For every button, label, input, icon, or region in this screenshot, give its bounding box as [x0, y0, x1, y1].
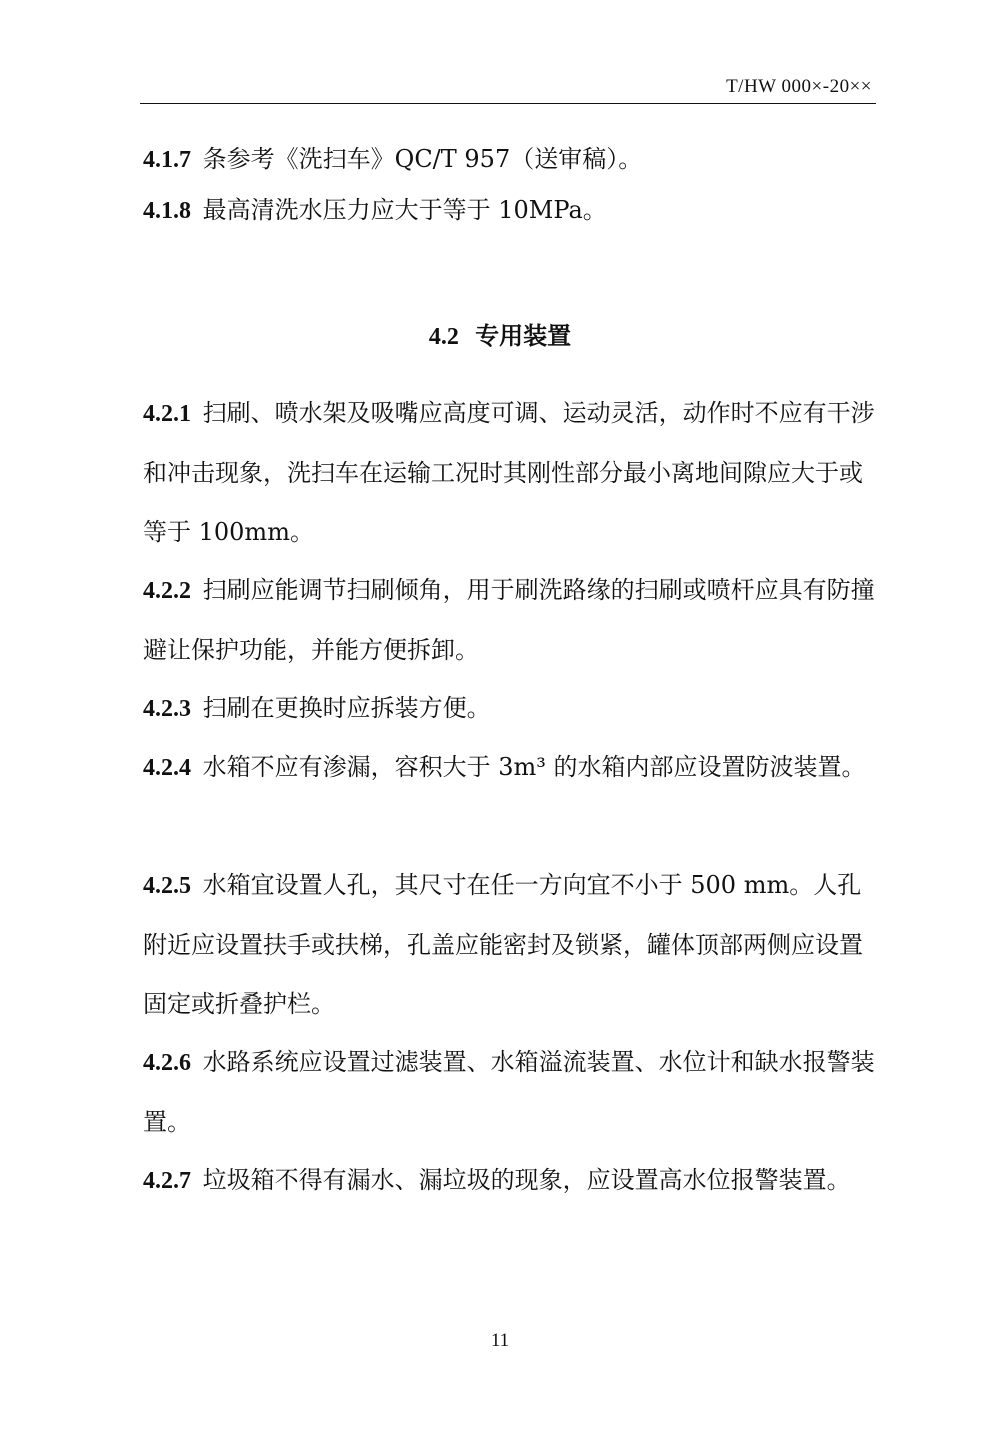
clause-text: 水箱不应有渗漏，容积大于 3m³ 的水箱内部应设置防波装置。 — [202, 753, 866, 781]
page-number: 11 — [490, 1330, 510, 1351]
clause-number: 4.2.3 — [143, 696, 191, 722]
clause-text: 扫刷应能调节扫刷倾角，用于刷洗路缘的扫刷或喷杆应具有防撞避让保护功能，并能方便拆卸。 — [143, 576, 875, 664]
clause-number: 4.2.6 — [143, 1050, 191, 1076]
clause-text: 水路系统应设置过滤装置、水箱溢流装置、水位计和缺水报警装置。 — [143, 1048, 875, 1136]
clause-4-2-5 — [143, 856, 878, 1034]
clause-number: 4.2.7 — [143, 1168, 191, 1194]
header-doc-code: T/HW 000×-20×× — [726, 76, 872, 97]
clause-text: 扫刷在更换时应拆装方便。 — [202, 694, 491, 722]
header-rule — [140, 103, 876, 104]
clause-4-2-1 — [143, 384, 878, 562]
clause-text: 水箱宜设置人孔，其尺寸在任一方向宜不小于 500 mm。人孔附近应设置扶手或扶梯，孔盖应能密封及锁紧，罐体顶部两侧应设置固定或折叠护栏。 — [143, 871, 863, 1018]
section-title-text: 专用装置 — [475, 321, 572, 350]
clause-text: 最高清洗水压力应大于等于 10MPa。 — [202, 196, 607, 224]
clause-4-2-2 — [143, 561, 878, 680]
clause-4-1-8 — [143, 181, 878, 241]
clause-number: 4.1.8 — [143, 198, 191, 224]
clause-text: 扫刷、喷水架及吸嘴应高度可调、运动灵活，动作时不应有干涉和冲击现象，洗扫车在运输工况时其刚性部分最小离地间隙应大于或等于 100mm。 — [143, 399, 875, 546]
clause-4-2-3 — [143, 679, 878, 739]
clause-text: 垃圾箱不得有漏水、漏垃圾的现象，应设置高水位报警装置。 — [202, 1166, 851, 1194]
section-number: 4.2 — [428, 324, 459, 350]
clause-number: 4.2.2 — [143, 578, 191, 604]
clause-number: 4.2.4 — [143, 755, 191, 781]
clause-number: 4.1.7 — [143, 147, 191, 173]
section-heading — [0, 316, 1000, 357]
clause-number: 4.2.1 — [143, 401, 191, 427]
clause-4-2-6 — [143, 1033, 878, 1152]
clause-text: 条参考《洗扫车》QC/T 957（送审稿）。 — [202, 145, 643, 173]
clause-number: 4.2.5 — [143, 873, 191, 899]
clause-4-2-7 — [143, 1151, 878, 1211]
clause-4-2-4 — [143, 738, 878, 798]
